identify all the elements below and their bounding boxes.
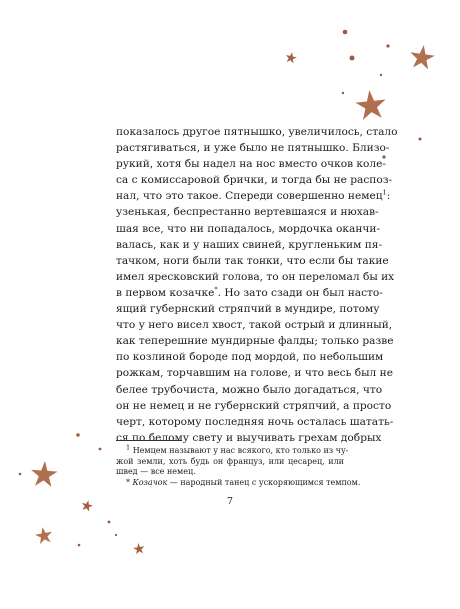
footnote-2	[116, 477, 361, 489]
text-line: ящий губернский стряпчий в мундире, потому	[116, 303, 380, 316]
page-number: 7	[226, 496, 234, 507]
text-line: тачком, ноги были так тонки, что если бы такие	[116, 254, 389, 267]
footnote-text: — народный танец с ускоряющимся темпом.	[167, 477, 361, 487]
text-line: имел яресковский голова, то он переломал бы их	[116, 270, 395, 283]
star-icon	[133, 542, 146, 554]
text-line: са с комиссаровой брички, и тогда бы не распоз-	[116, 174, 393, 187]
text-segment: нал, что это такое. Спереди совершенно немец	[116, 190, 383, 203]
footnote-marker: 1	[126, 443, 131, 452]
footnote-line: жой земли, хоть будь он француз, или цесарец, или	[116, 456, 344, 466]
dot-icon	[115, 534, 117, 536]
text-line: рукий, хотя бы надел на нос вместо очков коле-	[116, 158, 386, 171]
star-icon	[408, 43, 436, 70]
footnote-line	[116, 477, 361, 489]
footnote-line	[116, 443, 349, 457]
text-segment: :	[386, 190, 391, 203]
dot-icon	[99, 448, 102, 451]
footnote-1	[116, 443, 349, 478]
text-line: рожкам, торчавшим на голове, и что весь был не	[116, 367, 393, 380]
dot-icon	[343, 30, 348, 35]
footnote-ref: 1	[382, 188, 387, 197]
dot-icon	[19, 473, 22, 476]
text-line: что у него висел хвост, такой острый и длинный,	[116, 319, 393, 332]
dot-icon	[342, 92, 344, 94]
footnotes	[116, 443, 361, 488]
dot-icon	[419, 138, 422, 141]
text-line: черт, которому последняя ночь осталась шатать-	[116, 415, 394, 428]
text-segment: . Но зато сзади он был насто-	[217, 286, 383, 299]
dot-icon	[350, 56, 355, 61]
dot-icon	[108, 521, 111, 524]
text-segment: в первом козачке	[116, 286, 215, 299]
text-line: белее трубочиста, можно было догадаться, что	[116, 383, 383, 396]
star-icon	[284, 51, 297, 64]
star-icon	[34, 526, 54, 545]
footnote-text: Немцем называют у нас всякого, кто только из чу-	[132, 446, 349, 455]
dot-icon	[78, 544, 81, 547]
text-line: он не немец и не губернский стряпчий, а просто	[116, 399, 392, 412]
footnote-rule	[116, 440, 182, 441]
dot-icon	[386, 44, 389, 47]
text-line	[116, 285, 383, 301]
body-text	[116, 124, 398, 446]
star-icon	[354, 88, 387, 120]
text-line: по козлиной бороде под мордой, по небольшим	[116, 351, 384, 364]
footnote-line: швед — все немец.	[116, 467, 196, 477]
star-icon	[30, 460, 58, 487]
text-line: как теперешние мундирные фалды; только разве	[116, 335, 394, 348]
dot-icon	[76, 433, 79, 436]
text-line: ся по белому свету и выучивать грехам добрых	[116, 431, 382, 444]
text-line: шая все, что ни попадалось, мордочка оканчи-	[116, 222, 381, 235]
star-icon	[80, 499, 94, 512]
footnote-ref: *	[214, 285, 218, 294]
text-line: валась, как и у наших свиней, кругленьким пя-	[116, 238, 383, 251]
text-line: узенькая, беспрестанно вертевшаяся и нюхав-	[116, 206, 379, 219]
dot-icon	[380, 74, 382, 76]
text-line: показалось другое пятнышко, увеличилось, стало	[116, 126, 398, 138]
footnote-marker: *	[126, 477, 130, 487]
text-line	[116, 188, 391, 204]
text-line: растягиваться, и уже было не пятнышко. Близо-	[116, 142, 390, 155]
footnote-term: Козачок	[132, 477, 168, 487]
